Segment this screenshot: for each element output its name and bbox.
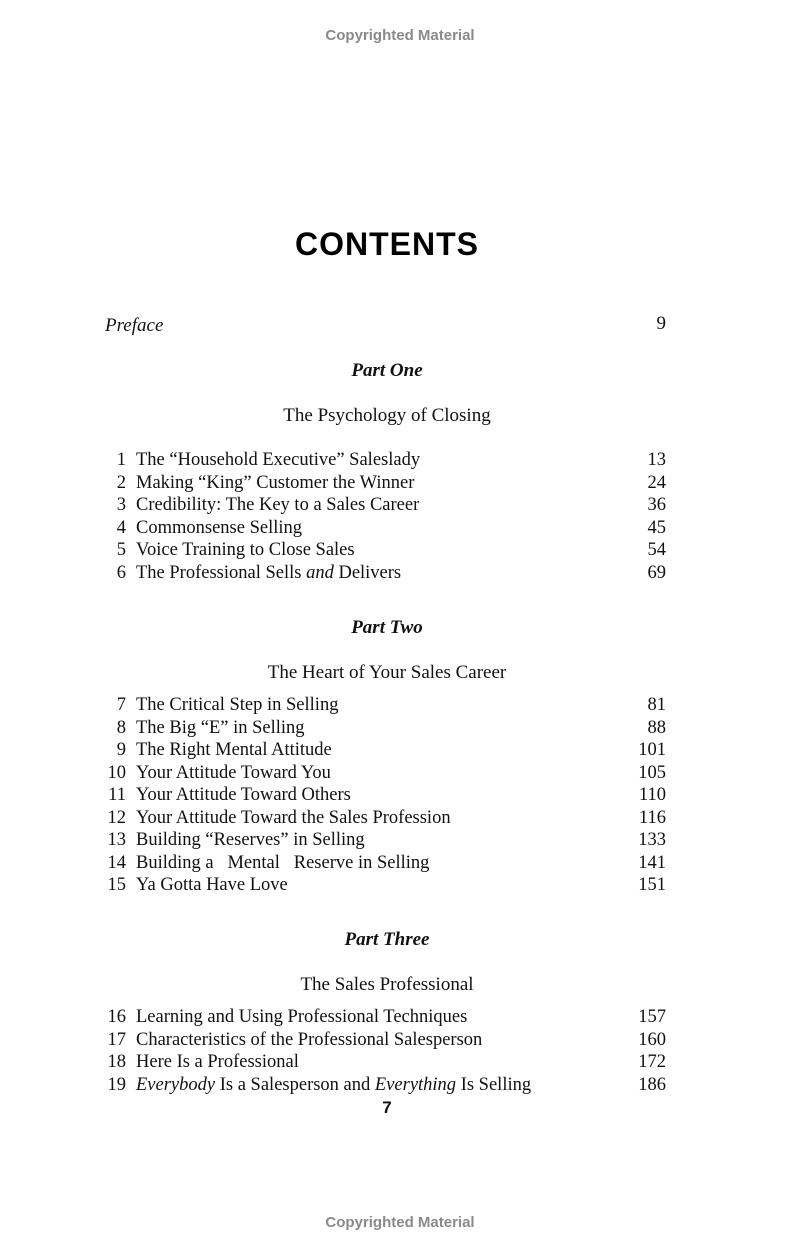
- chapter-number: 7: [116, 695, 126, 715]
- part-one-subtitle: The Psychology of Closing: [283, 405, 491, 426]
- chapter-page: 110: [638, 785, 666, 805]
- chapter-page: 116: [638, 807, 666, 828]
- title-text: Is Selling: [456, 1074, 532, 1095]
- chapter-page: 101: [638, 740, 666, 760]
- chapter-number: 4: [116, 517, 126, 538]
- chapter-page: 45: [647, 517, 666, 538]
- title-text: Delivers: [333, 562, 402, 583]
- chapter-number: 14: [107, 852, 126, 873]
- chapter-row: [0, 739, 800, 762]
- chapter-title: The Critical Step in Selling: [136, 695, 339, 715]
- chapter-row: [0, 472, 800, 495]
- chapter-page: 157: [638, 1007, 666, 1027]
- chapter-number: 19: [107, 1074, 126, 1095]
- chapter-page: 141: [638, 852, 666, 873]
- chapter-row: [0, 1051, 800, 1074]
- chapter-row: [0, 874, 800, 897]
- part-three-subtitle: The Sales Professional: [300, 974, 474, 995]
- chapter-row: [0, 694, 800, 717]
- contents-title: CONTENTS: [295, 226, 479, 262]
- part-two-subtitle: The Heart of Your Sales Career: [267, 662, 507, 683]
- chapter-number: 3: [116, 495, 126, 515]
- chapter-page: 88: [647, 717, 666, 738]
- chapter-title: Making “King” Customer the Winner: [136, 472, 415, 493]
- chapter-number: 1: [116, 450, 126, 470]
- chapter-number: 12: [107, 807, 126, 828]
- part-two-label: Part Two: [351, 617, 423, 638]
- watermark-top: Copyrighted Material: [325, 27, 475, 44]
- chapter-number: 11: [108, 785, 126, 805]
- chapter-title: Voice Training to Close Sales: [136, 540, 355, 560]
- chapter-page: 69: [647, 562, 666, 583]
- part-one-label: Part One: [351, 360, 423, 381]
- chapter-title: Ya Gotta Have Love: [136, 875, 288, 895]
- chapter-number: 18: [107, 1052, 126, 1072]
- chapter-title: Credibility: The Key to a Sales Career: [136, 495, 420, 515]
- chapter-page: 36: [647, 495, 666, 515]
- chapter-number: 2: [116, 472, 126, 493]
- chapter-row: [0, 717, 800, 740]
- chapter-page: 151: [638, 875, 666, 895]
- chapter-title: Your Attitude Toward Others: [136, 785, 351, 805]
- chapter-title: [136, 562, 401, 585]
- chapter-row: [0, 517, 800, 540]
- chapter-page: 54: [647, 540, 666, 560]
- chapter-title: Learning and Using Professional Techniques: [136, 1007, 468, 1027]
- chapter-title: The Big “E” in Selling: [136, 717, 305, 738]
- chapter-page: 160: [638, 1029, 666, 1050]
- chapter-number: 6: [116, 562, 126, 583]
- chapter-title: [136, 1074, 531, 1097]
- chapter-number: 13: [107, 830, 126, 850]
- preface-page: 9: [656, 313, 666, 334]
- chapter-page: 133: [638, 830, 666, 850]
- chapter-number: 10: [107, 762, 126, 783]
- title-emphasis: Everybody: [136, 1074, 216, 1095]
- chapter-page: 13: [647, 450, 666, 470]
- part-two-chapters: [0, 694, 800, 897]
- title-emphasis: and: [306, 562, 334, 583]
- chapter-row: [0, 1006, 800, 1029]
- chapter-title: Building “Reserves” in Selling: [136, 830, 365, 850]
- title-text: Is a Salesperson and: [215, 1074, 375, 1095]
- chapter-row: [0, 449, 800, 472]
- chapter-row: [0, 562, 800, 585]
- chapter-row: [0, 784, 800, 807]
- chapter-number: 5: [116, 540, 126, 560]
- part-three-chapters: [0, 1006, 800, 1096]
- title-text: The Professional Sells: [136, 562, 307, 583]
- chapter-title: Your Attitude Toward the Sales Profession: [136, 807, 451, 828]
- chapter-title: Characteristics of the Professional Salesperson: [136, 1029, 483, 1050]
- chapter-number: 16: [107, 1007, 126, 1027]
- preface-label: Preface: [105, 315, 164, 336]
- chapter-page: 105: [638, 762, 666, 783]
- chapter-row: [0, 762, 800, 785]
- chapter-row: [0, 1029, 800, 1052]
- chapter-number: 17: [107, 1029, 126, 1050]
- chapter-number: 15: [107, 875, 126, 895]
- chapter-number: 8: [116, 717, 126, 738]
- chapter-title: Your Attitude Toward You: [136, 762, 331, 783]
- chapter-title: The Right Mental Attitude: [136, 740, 332, 760]
- part-three-label: Part Three: [344, 929, 430, 950]
- chapter-row: [0, 829, 800, 852]
- page-number: 7: [382, 1098, 392, 1117]
- chapter-page: 172: [638, 1052, 666, 1072]
- title-emphasis: Everything: [374, 1074, 457, 1095]
- chapter-row: [0, 539, 800, 562]
- chapter-row: [0, 1074, 800, 1097]
- chapter-title: Commonsense Selling: [136, 517, 302, 538]
- chapter-page: 81: [647, 695, 666, 715]
- chapter-number: 9: [116, 740, 126, 760]
- chapter-page: 24: [647, 472, 666, 493]
- chapter-row: [0, 807, 800, 830]
- chapter-row: [0, 494, 800, 517]
- chapter-title: The “Household Executive” Saleslady: [136, 450, 421, 470]
- chapter-title: Building a Mental Reserve in Selling: [136, 852, 430, 873]
- chapter-page: 186: [638, 1074, 666, 1095]
- watermark-bottom: Copyrighted Material: [325, 1214, 475, 1231]
- chapter-title: Here Is a Professional: [136, 1052, 299, 1072]
- chapter-row: [0, 852, 800, 875]
- part-one-chapters: [0, 449, 800, 584]
